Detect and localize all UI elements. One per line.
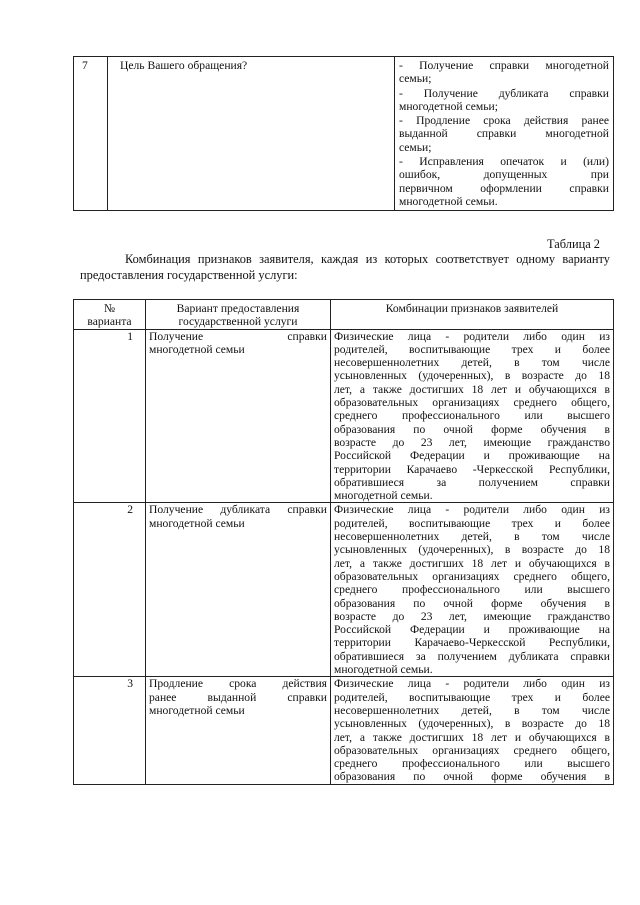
table-header-row — [74, 300, 614, 330]
option-2: - Получение дубликата справки многодетной семьи; — [399, 86, 609, 113]
variant-number: 2 — [74, 503, 146, 677]
variant-name: Продление срока действия ранее выданной справки многодетной семьи — [146, 677, 331, 784]
applicant-signs: Физические лица - родители либо один из родителей, воспитывающие трех и более несовершеннолетних детей, в том числе усыновленных (удочеренных), в возрасте до 18 лет, а также достигших 18 лет и обучающихся в образовательных организациях среднего общего, среднего профессионального или высшего образования по очной форме обучения в возрасте до 23 лет, имеющие гражданство Российской Федерации и проживающие на территории Карачаево -Черкесской Республики, обратившиеся за получением справки многодетной семьи. — [331, 329, 614, 503]
variant-number: 1 — [74, 329, 146, 503]
answer-options — [395, 57, 614, 211]
table-row — [74, 503, 614, 677]
variant-number: 3 — [74, 677, 146, 784]
table-caption: Таблица 2 — [547, 237, 600, 251]
table-row — [74, 329, 614, 503]
question-text: Цель Вашего обращения? — [108, 57, 395, 211]
applicant-signs: Физические лица - родители либо один из родителей, воспитывающие трех и более несовершеннолетних детей, в том числе усыновленных (удочеренных), в возрасте до 18 лет, а также достигших 18 лет и обучающихся в образовательных организациях среднего общего, среднего профессионального или высшего образования по очной форме обучения в возрасте до 23 лет, имеющие гражданство Российской Федерации и проживающие на территории Карачаево-Черкесской Республики, обратившиеся за получением дубликата справки многодетной семьи. — [331, 503, 614, 677]
table-row — [74, 57, 614, 211]
variants-table — [73, 299, 614, 785]
header-combination: Комбинации признаков заявителей — [331, 300, 614, 330]
question-table — [73, 56, 614, 211]
variant-name: Получение справки многодетной семьи — [146, 329, 331, 503]
option-1: - Получение справки многодетной семьи; — [399, 59, 609, 86]
option-4: - Исправления опечаток и (или) ошибок, допущенных при первичном оформлении справки многодетной семьи. — [399, 155, 609, 208]
variant-name: Получение дубликата справки многодетной семьи — [146, 503, 331, 677]
option-3: - Продление срока действия ранее выданной справки многодетной семьи; — [399, 114, 609, 154]
header-variant: Вариант предоставления государственной услуги — [146, 300, 331, 330]
applicant-signs: Физические лица - родители либо один из родителей, воспитывающие трех и более несовершеннолетних детей, в том числе усыновленных (удочеренных), в возрасте до 18 лет, а также достигших 18 лет и обучающихся в образовательных организациях среднего общего, среднего профессионального или высшего образования по очной форме обучения в — [331, 677, 614, 784]
table-row — [74, 677, 614, 784]
intro-paragraph: Комбинация признаков заявителя, каждая из которых соответствует одному варианту предоставления государственной услуги: — [80, 252, 610, 282]
header-number: № варианта — [74, 300, 146, 330]
row-number: 7 — [74, 57, 108, 211]
